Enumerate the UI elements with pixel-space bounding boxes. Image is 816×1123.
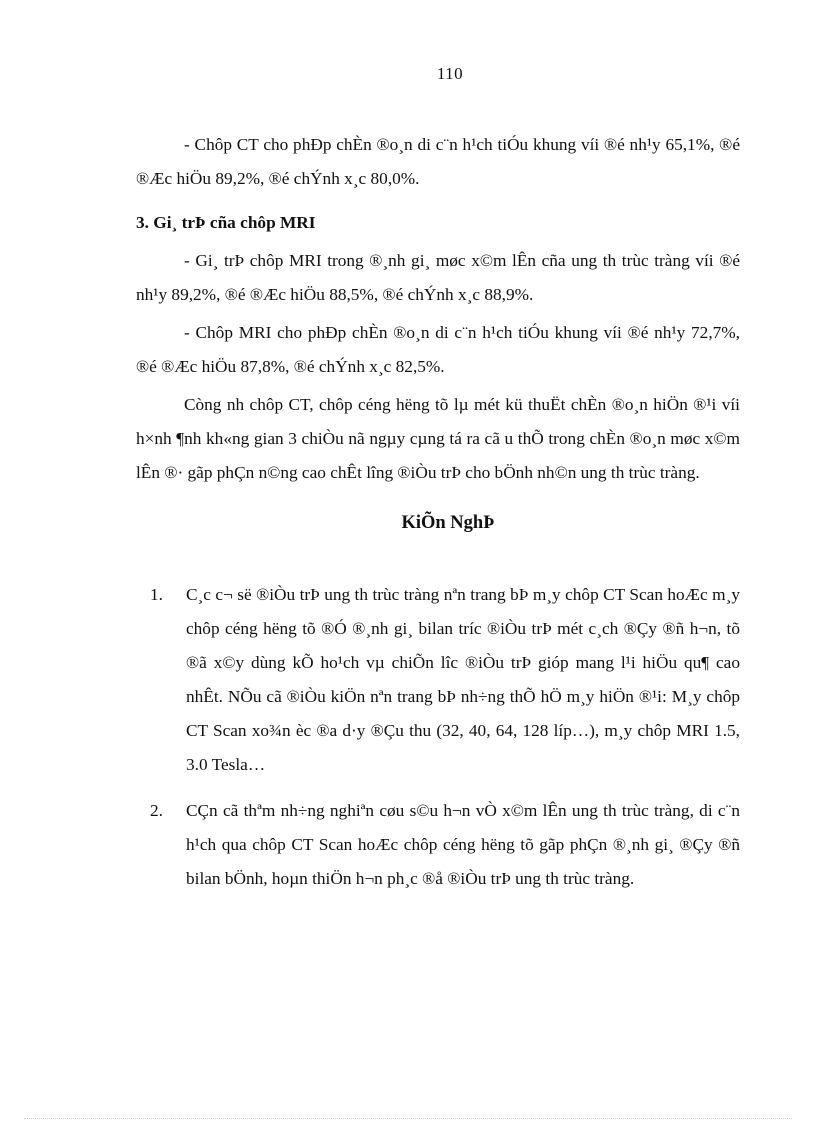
page-bottom-divider (24, 1118, 792, 1119)
list-item-text: CÇn cã thªm nh÷ng nghiªn cøu s©u h¬n vÒ x©m lÊn ung th trùc tràng, di c¨n h¹ch qua chôp CT Scan hoÆc chôp céng hëng tõ gãp phÇn ®¸nh gi¸ ®Çy ®ñ bilan bÖnh, hoµn thiÖn h¬n ph¸c ®å ®iÒu trÞ ung th trùc tràng. (186, 801, 740, 888)
page-number: 110 (436, 64, 464, 83)
heading-mri-value: 3. Gi¸ trÞ cña chôp MRI (136, 213, 316, 232)
list-item-number: 2. (150, 801, 163, 820)
section-title-recommendations: KiÕn NghÞ (401, 513, 495, 533)
paragraph-ct-lymph-node: - Chôp CT cho phÐp chÈn ®o¸n di c¨n h¹ch tiÓu khung víi ®é nh¹y 65,1%, ®é ®Æc hiÖu 89,2%, ®é chÝnh x¸c 80,0%. (136, 135, 740, 188)
list-item-text: C¸c c¬ së ®iÒu trÞ ung th trùc tràng nªn trang bÞ m¸y chôp CT Scan hoÆc m¸y chôp céng hëng tõ ®Ó ®¸nh gi¸ bilan tríc ®iÒu trÞ mét c¸ch ®Çy ®ñ h¬n, tõ ®ã x©y dùng kÕ ho¹ch vµ chiÕn lîc ®iÒu trÞ gióp mang l¹i hiÖu qu¶ cao nhÊt. NÕu cã ®iÒu kiÖn nªn trang bÞ nh÷ng thÕ hÖ m¸y hiÖn ®¹i: M¸y chôp CT Scan xo¾n èc ®a d·y ®Çu thu (32, 40, 64, 128 líp…), m¸y chôp MRI 1.5, 3.0 Tesla… (186, 585, 740, 774)
list-item (150, 578, 740, 782)
list-item-number: 1. (150, 585, 163, 604)
paragraph-mri-lymph-node: - Chôp MRI cho phÐp chÈn ®o¸n di c¨n h¹ch tiÓu khung víi ®é nh¹y 72,7%, ®é ®Æc hiÖu 87,8%, ®é chÝnh x¸c 82,5%. (136, 323, 740, 376)
paragraph-summary: Còng nh chôp CT, chôp céng hëng tõ lµ mét kü thuËt chÈn ®o¸n hiÖn ®¹i víi h×nh ¶nh kh«ng gian 3 chiÒu nã ngµy cµng tá ra cã u thÕ trong chÈn ®o¸n møc x©m lÊn ®· gãp phÇn n©ng cao chÊt lîng ®iÒu trÞ cho bÖnh nh©n ung th trùc tràng. (136, 395, 740, 482)
recommendation-list (136, 578, 740, 896)
list-item (150, 794, 740, 896)
paragraph-mri-invasion: - Gi¸ trÞ chôp MRI trong ®¸nh gi¸ møc x©m lÊn cña ung th trùc tràng víi ®é nh¹y 89,2%, ®é ®Æc hiÖu 88,5%, ®é chÝnh x¸c 88,9%. (136, 251, 740, 304)
document-body (136, 128, 740, 908)
